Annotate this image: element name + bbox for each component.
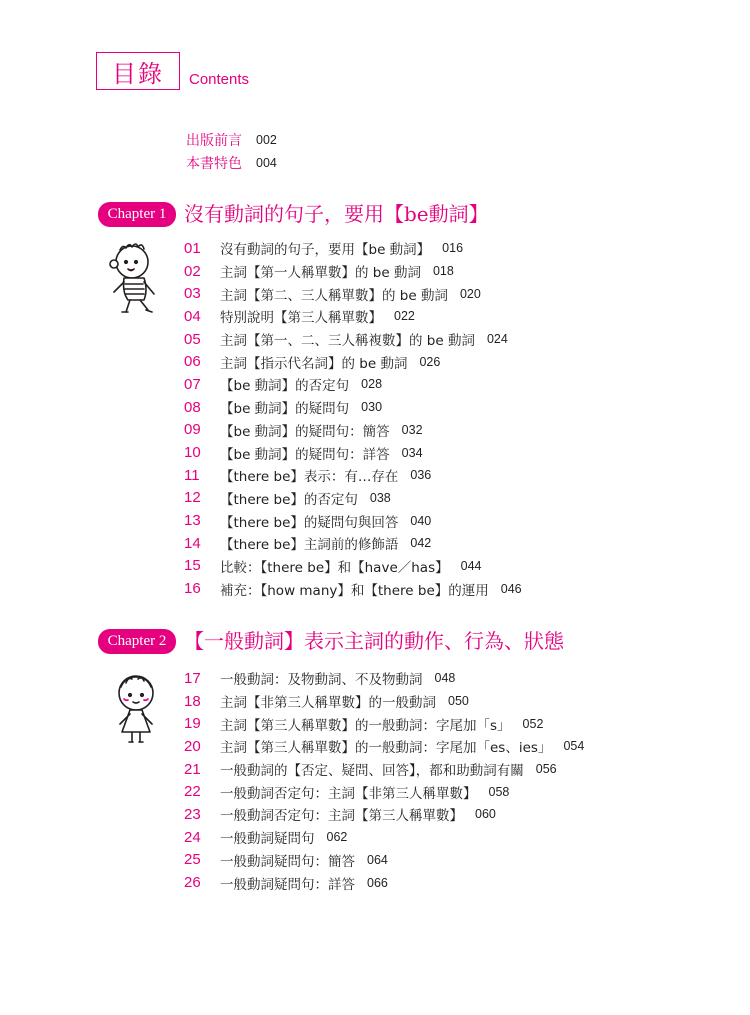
entry-title: 主詞【第一人稱單數】的 be 動詞 <box>220 265 421 282</box>
preface-entry[interactable] <box>186 128 277 151</box>
toc-entry[interactable] <box>184 373 522 396</box>
chapter-heading[interactable] <box>98 198 718 230</box>
toc-entry[interactable] <box>184 758 584 781</box>
toc-entry[interactable] <box>184 690 584 713</box>
chapter-heading[interactable] <box>98 625 718 657</box>
page-number: 038 <box>369 490 391 505</box>
entry-number: 19 <box>184 715 201 733</box>
page-number: 056 <box>535 762 557 777</box>
entry-number: 12 <box>184 489 201 507</box>
entry-number: 06 <box>184 353 201 371</box>
entry-title: 【be 動詞】的疑問句：詳答 <box>220 446 390 463</box>
chapter-2 <box>98 625 718 893</box>
page-number: 066 <box>367 875 388 890</box>
girl-standing-illustration <box>104 669 168 747</box>
toc-entry[interactable] <box>184 712 584 735</box>
page-number: 044 <box>460 558 482 573</box>
page-number: 028 <box>361 377 383 392</box>
page-number: 002 <box>256 132 277 147</box>
preface-list <box>186 128 277 174</box>
chapter-badge: Chapter 1 <box>98 202 176 227</box>
page-number: 050 <box>448 694 469 709</box>
page-number: 022 <box>394 309 415 324</box>
toc-entry[interactable] <box>184 260 522 283</box>
toc-entry[interactable] <box>184 509 522 532</box>
entry-title: 比較：【there be】和【have／has】 <box>220 559 449 576</box>
toc-entry[interactable] <box>184 237 522 260</box>
page-number: 060 <box>475 807 496 822</box>
toc-entry[interactable] <box>184 350 522 373</box>
entry-title: 一般動詞疑問句：簡答 <box>220 853 355 870</box>
toc-entry[interactable] <box>184 464 522 487</box>
entry-number: 04 <box>184 307 201 325</box>
chapter-item-list <box>184 667 584 894</box>
toc-entry[interactable] <box>184 396 522 419</box>
entry-number: 01 <box>184 239 201 257</box>
entry-number: 26 <box>184 874 201 892</box>
entry-title: 一般動詞：及物動詞、不及物動詞 <box>220 672 423 689</box>
entry-number: 05 <box>184 330 201 348</box>
page-number: 004 <box>256 155 277 170</box>
entry-number: 15 <box>184 557 201 575</box>
page-number: 058 <box>488 784 510 799</box>
preface-entry[interactable] <box>186 151 277 174</box>
chapter-title: 沒有動詞的句子，要用【be動詞】 <box>184 202 489 226</box>
entry-number: 25 <box>184 851 201 869</box>
page-number: 018 <box>432 264 454 279</box>
entry-title: 主詞【第一、二、三人稱複數】的 be 動詞 <box>220 333 475 350</box>
toc-entry[interactable] <box>184 735 584 758</box>
entry-title: 主詞【第二、三人稱單數】的 be 動詞 <box>220 287 448 304</box>
entry-number: 21 <box>184 760 201 778</box>
preface-title: 出版前言 <box>186 132 242 149</box>
page-number: 054 <box>563 739 585 754</box>
page-number: 026 <box>419 354 441 369</box>
entry-title: 【be 動詞】的否定句 <box>220 378 350 395</box>
entry-number: 22 <box>184 783 201 801</box>
entry-number: 18 <box>184 692 201 710</box>
page-number: 034 <box>401 445 423 460</box>
entry-number: 14 <box>184 534 201 552</box>
toc-title: 目錄 <box>96 52 180 90</box>
entry-number: 07 <box>184 375 201 393</box>
entry-number: 08 <box>184 398 201 416</box>
entry-title: 一般動詞疑問句 <box>220 831 315 848</box>
toc-entry[interactable] <box>184 826 584 849</box>
toc-entry[interactable] <box>184 871 584 894</box>
entry-title: 補充：【how many】和【there be】的運用 <box>220 582 489 599</box>
entry-title: 【there be】表示：有…存在 <box>220 469 399 486</box>
page-number: 020 <box>459 286 481 301</box>
page-number: 042 <box>410 536 432 551</box>
toc-entry[interactable] <box>184 532 522 555</box>
entry-title: 【there be】主詞前的修飾語 <box>220 537 399 554</box>
entry-title: 一般動詞的【否定、疑問、回答】，都和助動詞有關 <box>220 763 524 780</box>
entry-number: 02 <box>184 262 201 280</box>
toc-entry[interactable] <box>184 849 584 872</box>
toc-entry[interactable] <box>184 803 584 826</box>
entry-number: 23 <box>184 805 201 823</box>
entry-number: 10 <box>184 444 201 462</box>
entry-title: 主詞【指示代名詞】的 be 動詞 <box>220 355 408 372</box>
toc-entry[interactable] <box>184 441 522 464</box>
toc-entry[interactable] <box>184 667 584 690</box>
page-number: 030 <box>361 400 383 415</box>
entry-title: 特別說明【第三人稱單數】 <box>220 310 382 327</box>
toc-entry[interactable] <box>184 282 522 305</box>
page-number: 048 <box>434 671 456 686</box>
toc-entry[interactable] <box>184 555 522 578</box>
entry-title: 【there be】的疑問句與回答 <box>220 514 399 531</box>
entry-title: 沒有動詞的句子，要用【be 動詞】 <box>220 242 431 259</box>
page-number: 032 <box>401 422 423 437</box>
chapter-item-list <box>184 237 522 600</box>
toc-entry[interactable] <box>184 487 522 510</box>
entry-title: 【be 動詞】的疑問句 <box>220 401 350 418</box>
preface-title: 本書特色 <box>186 155 242 172</box>
chapter-title: 【一般動詞】表示主詞的動作、行為、狀態 <box>184 629 564 653</box>
entry-title: 【be 動詞】的疑問句：簡答 <box>220 423 390 440</box>
toc-entry[interactable] <box>184 419 522 442</box>
page-number: 046 <box>500 581 522 596</box>
entry-title: 【there be】的否定句 <box>220 491 358 508</box>
toc-entry[interactable] <box>184 780 584 803</box>
entry-number: 17 <box>184 669 201 687</box>
entry-number: 03 <box>184 285 201 303</box>
page-number: 064 <box>367 852 388 867</box>
toc-subtitle: Contents <box>189 71 250 88</box>
boy-walking-illustration <box>102 238 172 320</box>
entry-number: 24 <box>184 828 201 846</box>
chapter-1 <box>98 198 718 599</box>
page-number: 024 <box>486 332 508 347</box>
entry-title: 主詞【第三人稱單數】的一般動詞：字尾加「es、ies」 <box>220 740 552 757</box>
chapter-badge: Chapter 2 <box>98 629 176 654</box>
page-number: 036 <box>410 468 432 483</box>
entry-title: 主詞【非第三人稱單數】的一般動詞 <box>220 695 436 712</box>
page-number: 040 <box>410 513 432 528</box>
toc-entry[interactable] <box>184 305 522 328</box>
toc-entry[interactable] <box>184 328 522 351</box>
entry-number: 09 <box>184 421 201 439</box>
entry-title: 一般動詞疑問句：詳答 <box>220 876 355 893</box>
entry-title: 一般動詞否定句：主詞【第三人稱單數】 <box>220 808 463 825</box>
toc-entry[interactable] <box>184 577 522 600</box>
entry-title: 主詞【第三人稱單數】的一般動詞：字尾加「s」 <box>220 717 511 734</box>
entry-number: 16 <box>184 580 201 598</box>
entry-title: 一般動詞否定句：主詞【非第三人稱單數】 <box>220 785 477 802</box>
entry-number: 20 <box>184 737 201 755</box>
page-number: 062 <box>326 830 348 845</box>
entry-number: 13 <box>184 512 201 530</box>
page-number: 052 <box>522 716 544 731</box>
page-number: 016 <box>442 241 464 256</box>
entry-number: 11 <box>184 466 200 484</box>
